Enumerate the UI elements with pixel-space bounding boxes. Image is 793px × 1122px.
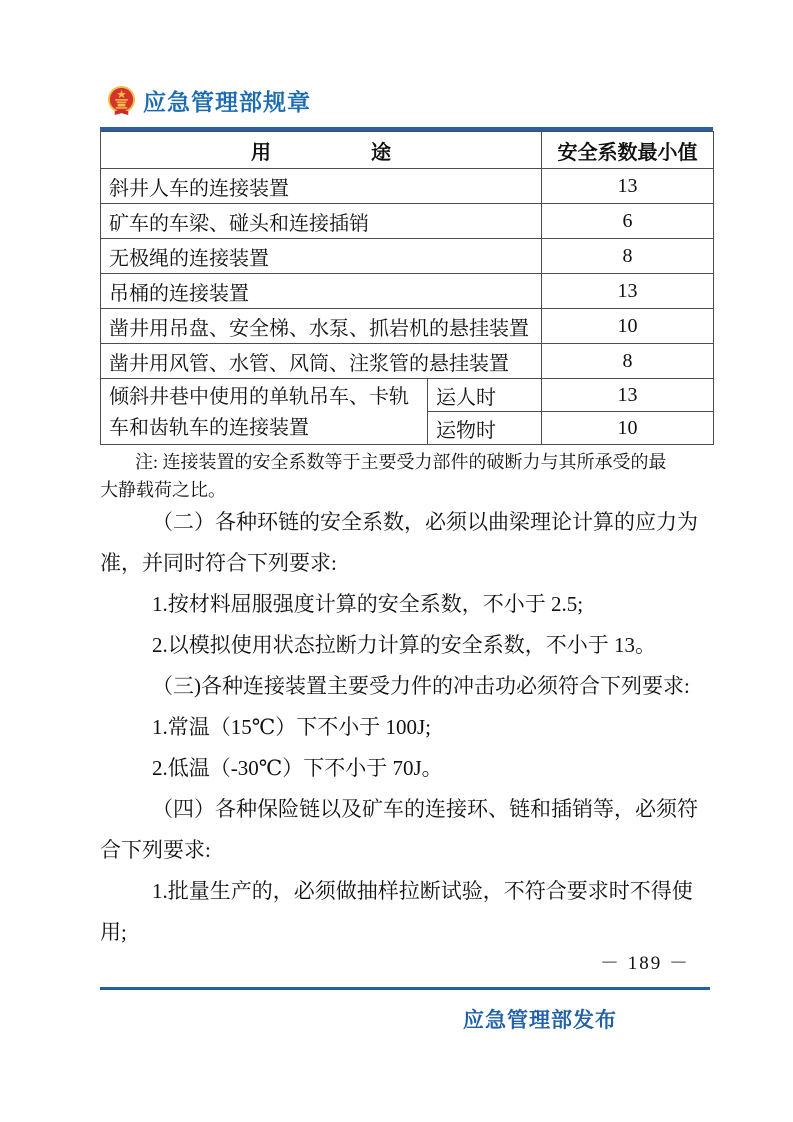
table-row <box>101 309 714 344</box>
paragraph-line: （二）各种环链的安全系数，必须以曲梁理论计算的应力为 <box>152 510 698 534</box>
paragraph-line: 用; <box>100 920 127 944</box>
table-row-merged <box>101 379 714 412</box>
use-cell: 斜井人车的连接装置 <box>101 169 542 204</box>
value-cell: 6 <box>542 204 714 239</box>
table-note <box>100 448 713 504</box>
page-header <box>106 84 311 117</box>
use-cell: 凿井用吊盘、安全梯、水泵、抓岩机的悬挂装置 <box>101 309 542 344</box>
table-header-row <box>101 132 714 169</box>
table-row <box>101 169 714 204</box>
paragraph-line: 2.低温（-30℃）下不小于 70J。 <box>152 756 443 780</box>
value-cell: 10 <box>542 309 714 344</box>
document-type-title: 应急管理部规章 <box>143 89 311 115</box>
use-cell: 吊桶的连接装置 <box>101 274 542 309</box>
paragraph-line: （四）各种保险链以及矿车的连接环、链和插销等，必须符 <box>152 797 698 821</box>
value-cell: 8 <box>542 344 714 379</box>
value-cell: 10 <box>542 412 714 445</box>
paragraph-line: （三)各种连接装置主要受力件的冲击功必须符合下列要求: <box>152 674 690 698</box>
use-cell-merged: 倾斜井巷中使用的单轨吊车、卡轨车和齿轨车的连接装置 <box>101 379 428 445</box>
note-line: 大静载荷之比。 <box>100 480 226 500</box>
value-cell: 13 <box>542 169 714 204</box>
table-row <box>101 274 714 309</box>
paragraph-line: 1.批量生产的，必须做抽样拉断试验，不符合要求时不得使 <box>152 879 693 903</box>
note-line: 注: 连接装置的安全系数等于主要受力部件的破断力与其所承受的最 <box>135 452 667 472</box>
table-row <box>101 344 714 379</box>
value-cell: 13 <box>542 379 714 412</box>
paragraph-line: 准，并同时符合下列要求: <box>100 551 337 575</box>
sub-label-cell: 运物时 <box>428 412 542 445</box>
china-national-emblem-icon <box>106 85 137 116</box>
publisher-label: 应急管理部发布 <box>463 1009 617 1032</box>
sub-label-cell: 运人时 <box>428 379 542 412</box>
use-cell: 凿井用风管、水管、风筒、注浆管的悬挂装置 <box>101 344 542 379</box>
use-cell: 矿车的车梁、碰头和连接插销 <box>101 204 542 239</box>
value-cell: 8 <box>542 239 714 274</box>
col-header-value: 安全系数最小值 <box>542 132 714 169</box>
use-cell: 无极绳的连接装置 <box>101 239 542 274</box>
footer-divider-rule <box>100 987 710 990</box>
paragraph-line: 2.以模拟使用状态拉断力计算的安全系数，不小于 13。 <box>152 633 656 657</box>
table-row <box>101 204 714 239</box>
page-number: － 189 － <box>599 953 690 974</box>
value-cell: 13 <box>542 274 714 309</box>
paragraph-line: 1.常温（15℃）下不小于 100J; <box>152 715 431 739</box>
table-row <box>101 239 714 274</box>
paragraph-line: 合下列要求: <box>100 838 211 862</box>
paragraph-line: 1.按材料屈服强度计算的安全系数，不小于 2.5; <box>152 592 584 616</box>
safety-factor-table <box>100 131 714 445</box>
col-header-use: 用 途 <box>101 132 542 169</box>
body-text <box>100 502 718 953</box>
